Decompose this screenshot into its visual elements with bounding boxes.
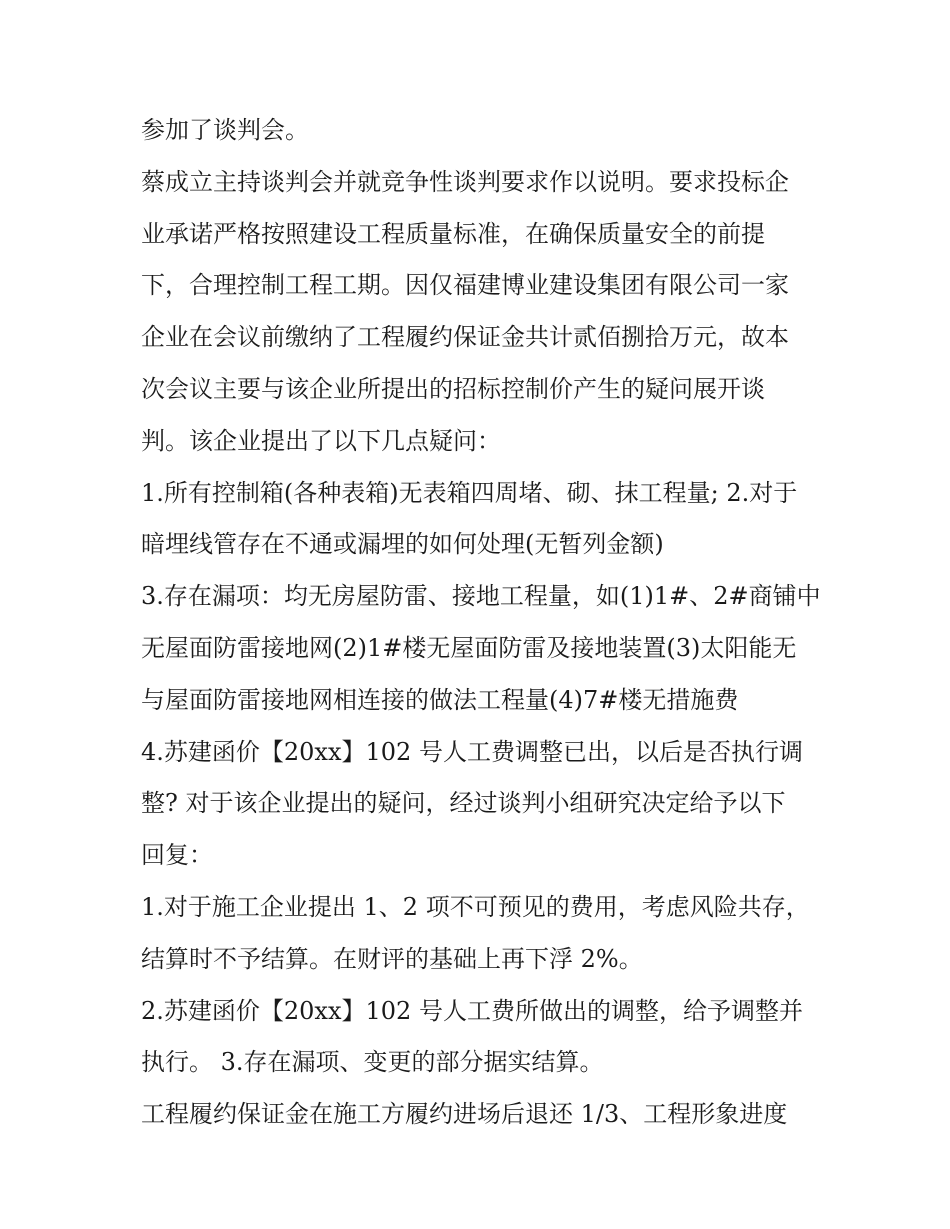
text-line: 1.所有控制箱(各种表箱)无表箱四周堵、砌、抹工程量; 2.对于 <box>141 478 798 507</box>
text-line: 与屋面防雷接地网相连接的做法工程量(4)7#楼无措施费 <box>141 685 739 714</box>
text-line: 判。该企业提出了以下几点疑问： <box>141 426 501 455</box>
text-line: 2.苏建函价【20xx】102 号人工费所做出的调整，给予调整并 <box>141 996 803 1025</box>
text-line: 参加了谈判会。 <box>141 116 309 144</box>
text-line: 4.苏建函价【20xx】102 号人工费调整已出，以后是否执行调 <box>141 737 803 766</box>
text-line: 工程履约保证金在施工方履约进场后退还 1/3、工程形象进度 <box>141 1100 788 1129</box>
text-line: 蔡成立主持谈判会并就竞争性谈判要求作以说明。要求投标企 <box>141 167 789 196</box>
text-line: 1.对于施工企业提出 1、2 项不可预见的费用，考虑风险共存， <box>141 892 810 921</box>
text-line: 无屋面防雷接地网(2)1#楼无屋面防雷及接地装置(3)太阳能无 <box>141 633 797 662</box>
text-line: 结算时不予结算。在财评的基础上再下浮 2%。 <box>141 944 643 973</box>
text-line: 企业在会议前缴纳了工程履约保证金共计贰佰捌拾万元，故本 <box>141 323 789 352</box>
document-body <box>141 105 821 1141</box>
text-line: 3.存在漏项：均无房屋防雷、接地工程量，如(1)1#、2#商铺中 <box>141 582 821 611</box>
text-line: 次会议主要与该企业所提出的招标控制价产生的疑问展开谈 <box>141 374 765 403</box>
text-line: 执行。 3.存在漏项、变更的部分据实结算。 <box>141 1048 604 1077</box>
text-line: 整? 对于该企业提出的疑问，经过谈判小组研究决定给予以下 <box>141 789 786 818</box>
text-line: 业承诺严格按照建设工程质量标准，在确保质量安全的前提 <box>141 219 765 248</box>
text-line: 回复： <box>141 841 213 870</box>
text-line: 下，合理控制工程工期。因仅福建博业建设集团有限公司一家 <box>141 271 789 300</box>
text-line: 暗埋线管存在不通或漏埋的如何处理(无暂列金额) <box>141 530 664 559</box>
